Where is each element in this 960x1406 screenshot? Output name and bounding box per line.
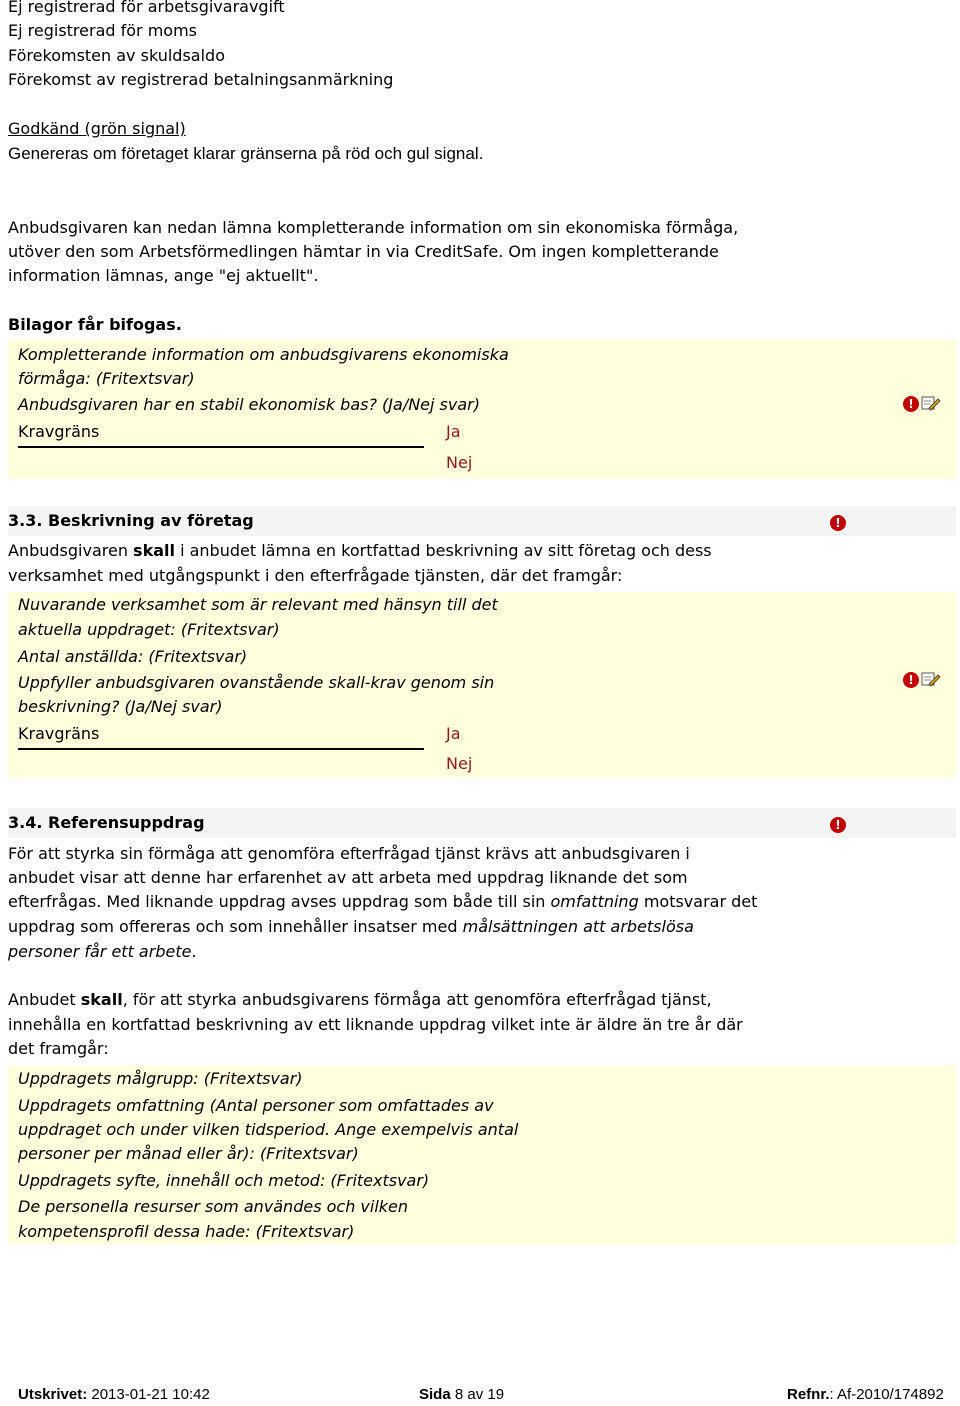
section-body-line: Anbudet skall, för att styrka anbudsgivarens förmåga att genomföra efterfrågad tjänst, — [8, 990, 712, 1009]
kravgrans-underline — [18, 446, 424, 448]
question-line: Kompletterande information om anbudsgivarens ekonomiska — [18, 345, 509, 364]
requirement-item: Ej registrerad för moms — [8, 21, 197, 40]
kravgrans-underline — [18, 748, 424, 750]
requirement-item: Förekomst av registrerad betalningsanmärkning — [8, 70, 394, 89]
edit-icon[interactable] — [921, 670, 941, 688]
footer-printed: Utskrivet: 2013-01-21 10:42 — [18, 1386, 210, 1403]
section-body-line: anbudet visar att denne har erfarenhet av att arbeta med uppdrag liknande det som — [8, 868, 688, 887]
footer-ref: Refnr.: Af-2010/174892 — [787, 1386, 944, 1403]
question-line: Nuvarande verksamhet som är relevant med hänsyn till det — [18, 595, 498, 614]
approved-text: Genereras om företaget klarar gränserna på röd och gul signal. — [8, 144, 484, 163]
kravgrans-label: Kravgräns — [18, 724, 100, 743]
section-body-line: det framgår: — [8, 1039, 109, 1058]
question-line: kompetensprofil dessa hade: (Fritextsvar) — [18, 1222, 355, 1241]
question-line: Antal anställda: (Fritextsvar) — [18, 647, 248, 666]
intro-line: utöver den som Arbetsförmedlingen hämtar in via CreditSafe. Om ingen kompletterande — [8, 242, 719, 261]
section-body-line: Anbudsgivaren skall i anbudet lämna en kortfattad beskrivning av sitt företag och dess — [8, 541, 712, 560]
question-line: aktuella uppdraget: (Fritextsvar) — [18, 620, 280, 639]
question-line: Uppdragets målgrupp: (Fritextsvar) — [18, 1069, 303, 1088]
section-body-line: innehålla en kortfattad beskrivning av ett liknande uppdrag vilket inte är äldre än tre år där — [8, 1015, 743, 1034]
question-line: Uppfyller anbudsgivaren ovanstående skall-krav genom sin — [18, 673, 495, 692]
question-line: Uppdragets syfte, innehåll och metod: (Fritextsvar) — [18, 1171, 430, 1190]
kravgrans-label: Kravgräns — [18, 422, 100, 441]
option-yes[interactable]: Ja — [446, 422, 461, 441]
question-line: De personella resurser som användes och vilken — [18, 1197, 409, 1216]
section-title: 3.4. Referensuppdrag — [8, 813, 205, 832]
question-line: förmåga: (Fritextsvar) — [18, 369, 195, 388]
intro-line: Anbudsgivaren kan nedan lämna kompletterande information om sin ekonomiska förmåga, — [8, 218, 739, 237]
option-yes[interactable]: Ja — [446, 724, 461, 743]
footer-page: Sida 8 av 19 — [419, 1386, 505, 1403]
section-body-line: efterfrågas. Med liknande uppdrag avses uppdrag som både till sin omfattning motsvarar det — [8, 892, 758, 911]
warning-icon: ! — [830, 515, 846, 531]
question-line: Anbudsgivaren har en stabil ekonomisk bas? (Ja/Nej svar) — [18, 395, 480, 414]
option-no[interactable]: Nej — [446, 453, 473, 472]
section-body-line: uppdrag som offereras och som innehåller insatser med målsättningen att arbetslösa — [8, 917, 694, 936]
section-body-line: verksamhet med utgångspunkt i den efterfrågade tjänsten, där det framgår: — [8, 566, 623, 585]
option-no[interactable]: Nej — [446, 754, 473, 773]
question-line: uppdraget och under vilken tidsperiod. Ange exempelvis antal — [18, 1120, 519, 1139]
warning-icon: ! — [830, 817, 846, 833]
section-body-line: personer får ett arbete. — [8, 942, 197, 961]
requirement-item: Förekomsten av skuldsaldo — [8, 46, 225, 65]
question-line: personer per månad eller år): (Fritextsvar) — [18, 1144, 359, 1163]
section-body-line: För att styrka sin förmåga att genomföra efterfrågad tjänst krävs att anbudsgivaren i — [8, 844, 690, 863]
attachments-note: Bilagor får bifogas. — [8, 315, 182, 334]
approved-label: Godkänd (grön signal) — [8, 119, 186, 138]
question-line: beskrivning? (Ja/Nej svar) — [18, 697, 223, 716]
intro-line: information lämnas, ange "ej aktuellt". — [8, 266, 319, 285]
question-line: Uppdragets omfattning (Antal personer som omfattades av — [18, 1096, 494, 1115]
requirement-item: Ej registrerad för arbetsgivaravgift — [8, 0, 285, 16]
warning-icon: ! — [903, 672, 919, 688]
edit-icon[interactable] — [921, 394, 941, 412]
section-title: 3.3. Beskrivning av företag — [8, 511, 254, 530]
warning-icon: ! — [903, 396, 919, 412]
